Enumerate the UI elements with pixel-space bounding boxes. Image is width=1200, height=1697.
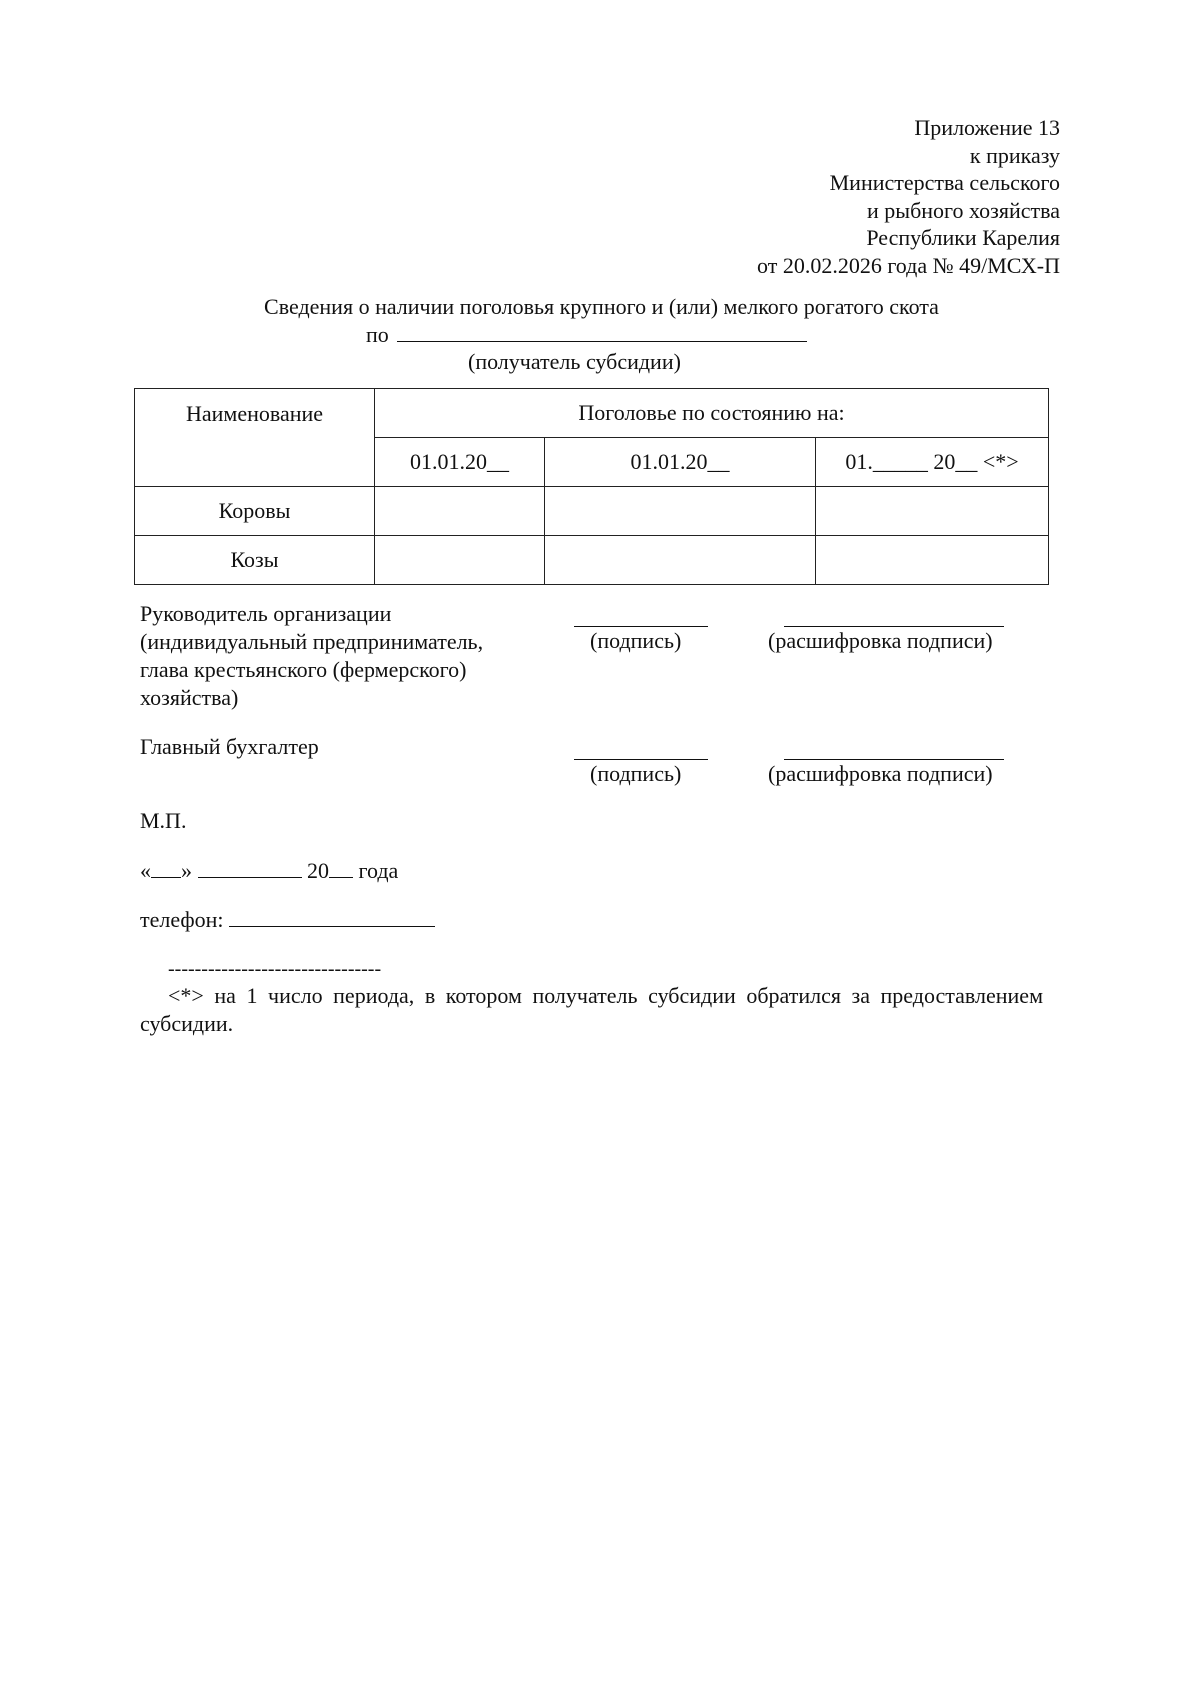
phone-line	[140, 906, 435, 933]
appendix-header	[757, 114, 1060, 279]
table-row	[135, 487, 1049, 536]
appendix-line: к приказу	[969, 142, 1060, 168]
head-label-line: хозяйства)	[140, 685, 239, 710]
appendix-line: Республики Карелия	[866, 225, 1060, 250]
date-month-blank[interactable]	[198, 857, 302, 878]
head-signature-caption: (подпись)	[590, 628, 682, 653]
column-header-date: 01._____ 20__ <*>	[816, 438, 1049, 487]
column-header-group: Поголовье по состоянию на:	[375, 389, 1049, 438]
column-header-name: Наименование	[135, 389, 375, 487]
appendix-line: от 20.02.2026 года № 49/МСХ-П	[757, 252, 1060, 278]
accountant-signature-line[interactable]	[574, 759, 708, 760]
table-cell[interactable]	[545, 487, 816, 536]
head-decoding-caption: (расшифровка подписи)	[768, 628, 993, 653]
footnote-text: <*> на 1 число периода, в котором получатель субсидии обратился за предоставлением субсидии.	[140, 983, 1043, 1036]
date-year-suffix: года	[358, 858, 399, 883]
date-day-blank[interactable]	[151, 857, 181, 878]
table-cell[interactable]	[816, 487, 1049, 536]
appendix-line: Приложение 13	[914, 115, 1060, 140]
head-label-line: Руководитель организации	[140, 601, 392, 626]
recipient-line	[366, 320, 807, 348]
table-row	[135, 536, 1049, 585]
accountant-label: Главный бухгалтер	[140, 734, 319, 759]
date-year-prefix: 20	[307, 858, 329, 883]
head-label	[140, 600, 540, 712]
table-cell[interactable]	[545, 536, 816, 585]
phone-blank[interactable]	[229, 906, 435, 927]
head-signature-line[interactable]	[574, 626, 708, 627]
recipient-caption: (получатель субсидии)	[468, 349, 681, 374]
accountant-decoding-line[interactable]	[784, 759, 1004, 760]
column-header-date: 01.01.20__	[545, 438, 816, 487]
head-label-line: (индивидуальный предприниматель,	[140, 629, 484, 654]
table-cell[interactable]	[375, 487, 545, 536]
phone-label: телефон:	[140, 907, 224, 932]
stamp-place: М.П.	[140, 808, 187, 833]
date-close-quote: »	[181, 858, 192, 883]
po-label: по	[366, 322, 389, 347]
column-header-date: 01.01.20__	[375, 438, 545, 487]
date-year-blank[interactable]	[329, 857, 353, 878]
row-name: Коровы	[135, 487, 375, 536]
table-cell[interactable]	[375, 536, 545, 585]
accountant-decoding-caption: (расшифровка подписи)	[768, 761, 993, 786]
recipient-blank[interactable]	[397, 320, 807, 342]
document-title: Сведения о наличии поголовья крупного и (или) мелкого рогатого скота	[264, 294, 939, 319]
appendix-line: и рыбного хозяйства	[867, 197, 1060, 223]
livestock-table	[134, 388, 1049, 585]
date-line	[140, 857, 398, 884]
row-name: Козы	[135, 536, 375, 585]
table-cell[interactable]	[816, 536, 1049, 585]
head-label-line: глава крестьянского (фермерского)	[140, 657, 467, 682]
footnote-separator: --------------------------------	[168, 958, 382, 980]
appendix-line: Министерства сельского	[829, 170, 1060, 195]
table-header-row	[135, 389, 1049, 438]
accountant-signature-caption: (подпись)	[590, 761, 682, 786]
head-decoding-line[interactable]	[784, 626, 1004, 627]
date-open-quote: «	[140, 858, 151, 883]
